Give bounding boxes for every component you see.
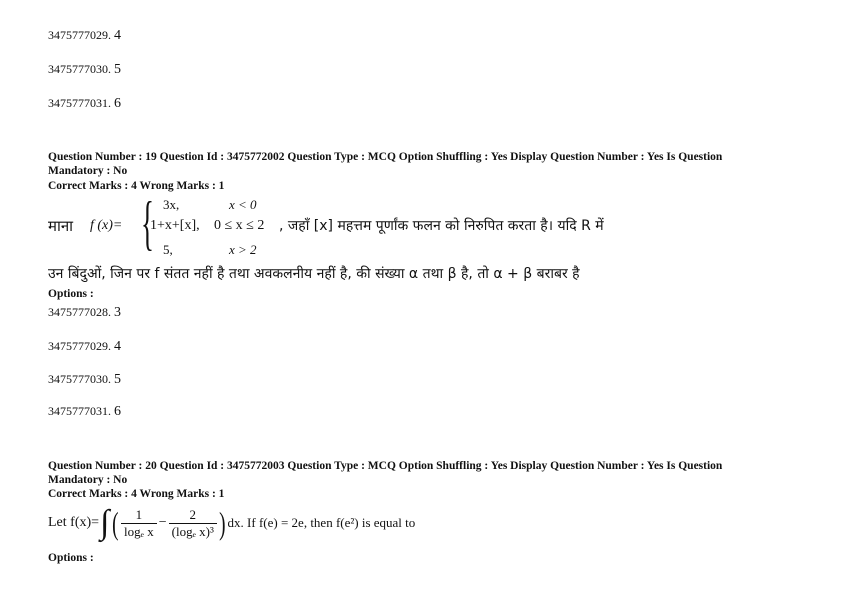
option-id: 3475777030. <box>48 372 111 386</box>
option-value: 4 <box>114 28 121 43</box>
q19-header <box>48 150 722 178</box>
option-id: 3475777031. <box>48 404 111 418</box>
q19-header-line1: Question Number : 19 Question Id : 3475772002 Question Type : MCQ Option Shuffling : Yes Display Question Number : Yes Is Question <box>48 151 723 163</box>
paren-close: ) <box>219 505 226 541</box>
q19-text-line2: उन बिंदुओं, जिन पर f संतत नहीं है तथा अवकलनीय नहीं है, की संख्या α तथा β है, तो α + β बराबर है <box>48 266 580 282</box>
prev-option-2 <box>48 62 121 78</box>
q19-option-3[interactable] <box>48 372 121 388</box>
option-id: 3475777030. <box>48 62 111 76</box>
option-id: 3475777031. <box>48 96 111 110</box>
option-value: 5 <box>114 62 121 77</box>
frac2-numerator: 2 <box>169 507 217 524</box>
q19-case1-cond: x < 0 <box>229 197 257 212</box>
frac1-denominator: logₑ x <box>124 523 154 539</box>
paren-open: ( <box>112 505 119 541</box>
q20-header <box>48 459 722 487</box>
q19-text-prefix: माना <box>48 217 74 235</box>
q20-let: Let f(x)= <box>48 515 100 530</box>
q19-case2-cond: 0 ≤ x ≤ 2 <box>214 218 265 233</box>
option-id: 3475777028. <box>48 305 111 319</box>
q19-case1-expr: 3x, <box>163 197 180 212</box>
q19-function-name: f (x)= <box>90 218 123 233</box>
q20-header-line2: Mandatory : No <box>48 474 128 486</box>
q20-frac1 <box>121 507 157 540</box>
integral-sign: ∫ <box>100 504 110 541</box>
prev-option-3 <box>48 96 121 112</box>
q20-equation <box>48 506 415 540</box>
q20-header-line1: Question Number : 20 Question Id : 3475772003 Question Type : MCQ Option Shuffling : Yes Display Question Number : Yes Is Question <box>48 460 723 472</box>
minus-sign: − <box>158 515 167 530</box>
option-value: 3 <box>114 305 121 320</box>
q19-case3-expr: 5, <box>163 242 173 257</box>
q19-options-label: Options : <box>48 288 94 300</box>
option-value: 6 <box>114 96 121 111</box>
prev-option-1 <box>48 28 121 44</box>
q20-options-label: Options : <box>48 552 94 564</box>
option-id: 3475777029. <box>48 28 111 42</box>
option-value: 5 <box>114 372 121 387</box>
q19-option-1[interactable] <box>48 305 121 321</box>
option-value: 4 <box>114 339 121 354</box>
q19-text-after: , जहाँ [x] महत्तम पूर्णांक फलन को निरुपित करता है। यदि R में <box>279 218 604 234</box>
option-value: 6 <box>114 404 121 419</box>
q20-marks: Correct Marks : 4 Wrong Marks : 1 <box>48 488 225 500</box>
q19-option-4[interactable] <box>48 404 121 420</box>
q19-case3-cond: x > 2 <box>229 242 257 257</box>
q19-case2-expr: 1+x+[x], <box>150 218 200 233</box>
q20-frac2 <box>169 507 217 540</box>
frac2-denominator: (logₑ x)³ <box>171 523 214 539</box>
q19-marks: Correct Marks : 4 Wrong Marks : 1 <box>48 180 225 192</box>
q20-tail: dx. If f(e) = 2e, then f(e²) is equal to <box>227 515 416 530</box>
frac1-numerator: 1 <box>121 507 157 524</box>
option-id: 3475777029. <box>48 339 111 353</box>
q19-option-2[interactable] <box>48 339 121 355</box>
q19-brace: { <box>141 190 154 256</box>
q19-header-line2: Mandatory : No <box>48 165 128 177</box>
